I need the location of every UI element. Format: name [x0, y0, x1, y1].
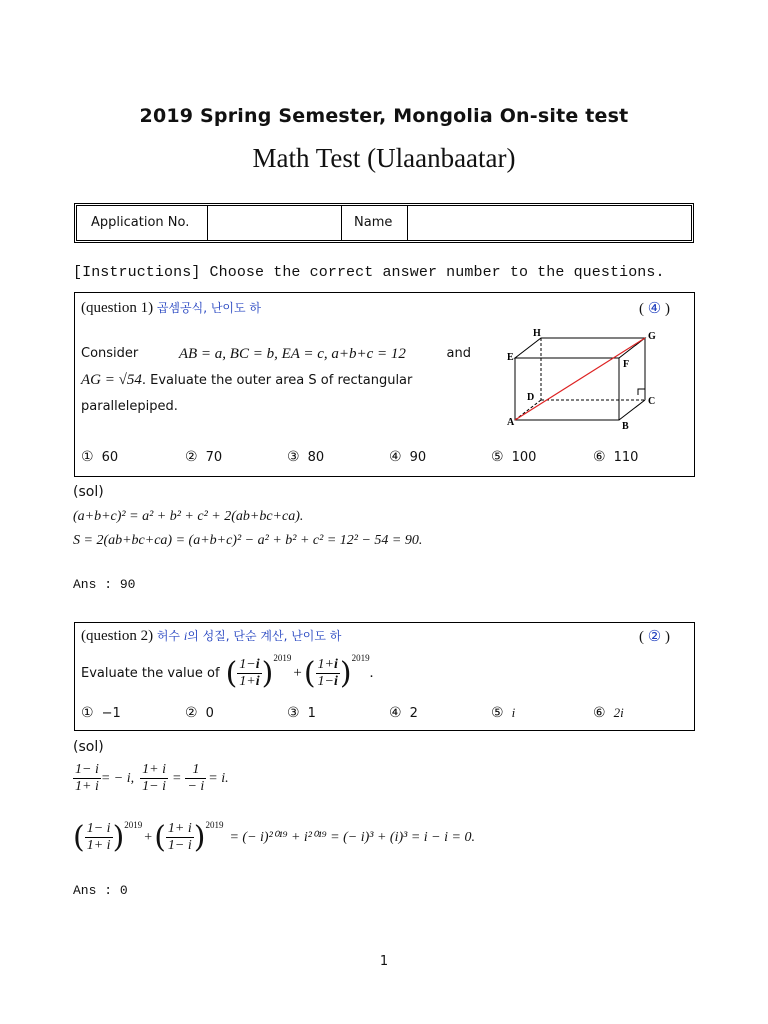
diagonal-ag: [515, 338, 645, 420]
solution-eq-c: = i.: [208, 770, 229, 786]
question-2-choice[interactable]: [287, 705, 316, 721]
choice-mark: ②: [185, 449, 198, 465]
answer-label: Ans :: [73, 883, 113, 898]
solution-2-line-2-rest: = (− i)²⁰¹⁹ + i²⁰¹⁹ = (− i)³ + (i)³ = i − i = 0.: [229, 830, 475, 845]
exponent: 2019: [124, 820, 143, 830]
top-face: [515, 338, 645, 358]
question-2-label: [81, 627, 341, 645]
choice-value: 0: [205, 706, 214, 721]
choice-mark: ①: [81, 449, 94, 465]
answer-number: ④: [647, 301, 662, 317]
question-2-tag: [157, 629, 342, 643]
condition-equation: AB = a, BC = b, EA = c, a+b+c = 12: [178, 346, 406, 362]
choice-value: −1: [101, 706, 121, 721]
question-2-prompt: Evaluate the value of: [81, 665, 220, 681]
ag-equation: AG = √54: [81, 372, 142, 388]
paren-left: (: [303, 655, 316, 691]
choice-value: 1: [307, 706, 316, 721]
denominator: 1−i: [317, 673, 338, 689]
answer-value: 90: [119, 577, 136, 592]
paren-left: (: [73, 820, 85, 855]
question-1-choice[interactable]: [491, 449, 536, 465]
choice-mark: ④: [389, 449, 402, 465]
exponent: 2019: [351, 653, 370, 663]
choice-value: 110: [613, 450, 639, 465]
question-2-choice[interactable]: [81, 705, 121, 721]
plus-sign: +: [293, 664, 302, 681]
choice-value: 70: [205, 450, 223, 465]
vertex-label: C: [648, 396, 656, 407]
bottom-right-edge: [619, 400, 645, 420]
question-1-choice[interactable]: [389, 449, 426, 465]
vertex-label: H: [533, 328, 541, 339]
fraction: [185, 762, 206, 795]
solution-1-line-2: S = 2(ab+bc+ca) = (a+b+c)² − a² + b² + c² = 12² − 54 = 90.: [73, 533, 423, 548]
answer-open: (: [639, 301, 644, 317]
question-2-choice[interactable]: [389, 705, 418, 721]
paren-right: ): [193, 820, 206, 855]
question-2-box: [74, 622, 695, 731]
denominator: 1− i: [142, 779, 166, 794]
instructions: [Instructions] Choose the correct answer number to the questions.: [73, 264, 665, 281]
choice-value: 90: [409, 450, 427, 465]
denominator: − i: [187, 779, 205, 794]
vertex-label: A: [507, 417, 515, 428]
table-divider: [341, 206, 342, 240]
paren-left: (: [154, 820, 166, 855]
question-1-box: [74, 292, 695, 477]
solution-2-line-2: [73, 820, 475, 855]
answer-number: ②: [647, 629, 662, 645]
numerator: 1+ i: [167, 821, 192, 836]
choice-mark: ③: [287, 449, 300, 465]
solution-2-label: (sol): [73, 739, 104, 755]
test-subtitle: Math Test (Ulaanbaatar): [252, 143, 516, 173]
exponent: 2019: [273, 653, 292, 663]
vertex-label: G: [648, 331, 656, 342]
choice-value: 80: [307, 450, 325, 465]
table-divider: [407, 206, 408, 240]
answer-close: ): [664, 629, 670, 645]
fraction: [73, 762, 101, 795]
application-no-label: Application No.: [91, 215, 190, 230]
page-number: 1: [379, 954, 389, 969]
solution-eq-b: =: [171, 770, 182, 786]
question-1-tag: 곱셈공식, 난이도 하: [156, 301, 262, 315]
exponent: 2019: [205, 820, 224, 830]
question-1-label: [81, 299, 261, 317]
tag-i: i: [183, 629, 188, 643]
question-2-choice[interactable]: [491, 705, 515, 721]
fraction: [237, 657, 261, 690]
choice-mark: ③: [287, 705, 300, 721]
question-2-choice[interactable]: [593, 705, 624, 721]
numerator: 1− i: [86, 821, 111, 836]
answer-1: [73, 577, 135, 592]
fraction: [166, 821, 194, 854]
parallelepiped-figure: [503, 325, 663, 435]
choice-value: 100: [511, 450, 537, 465]
solution-1-line-1: (a+b+c)² = a² + b² + c² + 2(ab+bc+ca).: [73, 509, 304, 524]
choice-mark: ⑥: [593, 449, 606, 465]
application-no-field[interactable]: [211, 206, 339, 240]
question-1-choice[interactable]: [287, 449, 324, 465]
fraction: [140, 762, 168, 795]
fraction: [85, 821, 113, 854]
application-table: [74, 203, 694, 243]
and-text: and: [446, 346, 471, 361]
table-divider: [207, 206, 208, 240]
consider-text: Consider: [81, 346, 139, 361]
question-2-text: [81, 653, 373, 693]
question-1-choice[interactable]: [81, 449, 118, 465]
paren-left: (: [225, 655, 238, 691]
numerator: 1− i: [75, 762, 99, 777]
answer-label: Ans :: [73, 577, 113, 592]
period: .: [369, 664, 374, 681]
tag-suffix: 의 성질, 단순 계산, 난이도 하: [187, 629, 342, 643]
question-1-number: (question 1): [81, 300, 154, 316]
vertex-label: B: [622, 421, 629, 432]
vertex-label: F: [623, 359, 630, 370]
numerator: 1+ i: [142, 762, 166, 777]
question-1-answer: [639, 299, 670, 318]
tag-prefix: 허수: [156, 629, 184, 643]
paren-right: ): [261, 655, 274, 691]
choice-value: 2: [409, 706, 418, 721]
answer-close: ): [664, 301, 670, 317]
choice-value: 60: [101, 450, 119, 465]
fraction: [316, 657, 340, 690]
choice-mark: ②: [185, 705, 198, 721]
denominator: 1+i: [239, 673, 260, 689]
question-2-answer: [639, 627, 670, 646]
question-1-choice[interactable]: [185, 449, 222, 465]
choice-value: 2i: [613, 705, 624, 720]
question-1-last: parallelepiped.: [81, 399, 178, 414]
choice-mark: ④: [389, 705, 402, 721]
answer-open: (: [639, 629, 644, 645]
question-1-choice[interactable]: [593, 449, 638, 465]
name-field[interactable]: [411, 206, 686, 240]
choice-mark: ⑤: [491, 449, 504, 465]
solution-1-label: (sol): [73, 484, 104, 500]
denominator: 1+ i: [75, 779, 99, 794]
vertex-label: E: [507, 352, 514, 363]
numerator: 1+i: [317, 656, 338, 672]
name-label: Name: [354, 215, 393, 230]
choice-mark: ⑥: [593, 705, 606, 721]
question-2-number: (question 2): [81, 628, 154, 644]
vertex-label: D: [527, 392, 535, 403]
paren-right: ): [112, 820, 125, 855]
choice-mark: ⑤: [491, 705, 504, 721]
paren-right: ): [339, 655, 352, 691]
question-2-choice[interactable]: [185, 705, 214, 721]
numerator: 1: [185, 762, 206, 779]
question-1-text: [81, 341, 471, 420]
answer-2: [73, 883, 128, 898]
plus-sign: +: [144, 829, 153, 845]
choice-mark: ①: [81, 705, 94, 721]
question-1-rest: . Evaluate the outer area S of rectangular: [141, 373, 413, 388]
answer-value: 0: [119, 883, 128, 898]
test-title: 2019 Spring Semester, Mongolia On-site test: [139, 105, 629, 127]
right-angle-mark: [638, 389, 645, 395]
solution-eq-a: = − i,: [100, 770, 135, 786]
denominator: 1− i: [167, 838, 192, 853]
solution-2-line-1: [73, 762, 229, 795]
denominator: 1+ i: [86, 838, 111, 853]
numerator: 1−i: [239, 656, 260, 672]
choice-value: i: [511, 705, 516, 720]
